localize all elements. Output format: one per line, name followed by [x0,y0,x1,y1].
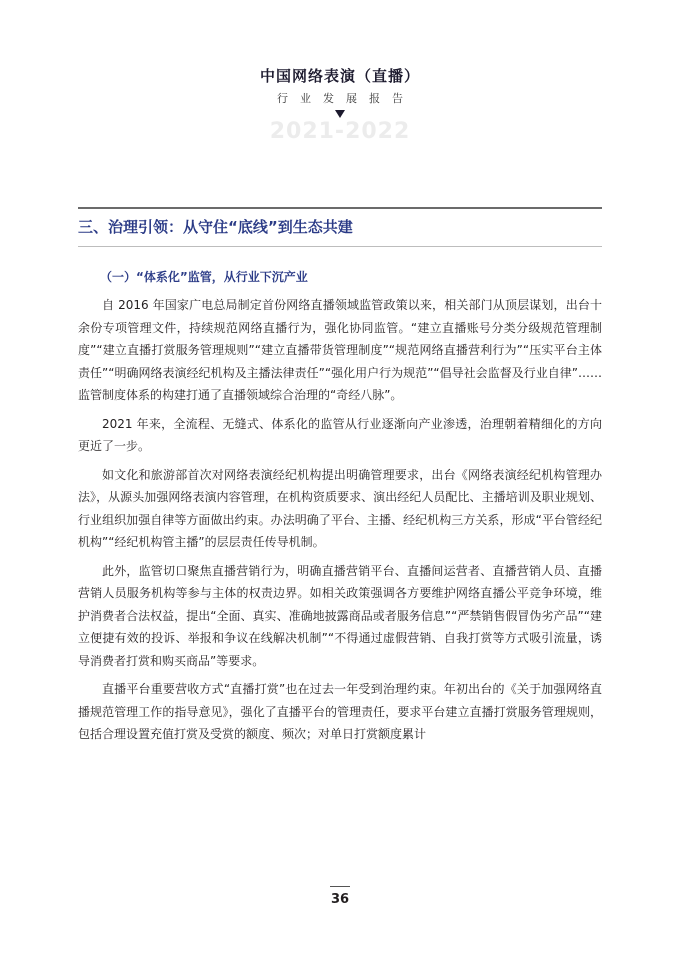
paragraph: 如文化和旅游部首次对网络表演经纪机构提出明确管理要求，出台《网络表演经纪机构管理办法》，从源头加强网络表演内容管理，在机构资质要求、演出经纪人员配比、主播培训及职业规划、行业组织加强自律等方面做出约束。办法明确了平台、主播、经纪机构三方关系，形成“平台管经纪机构”“经纪机构管主播”的层层责任传导机制。 [78,467,602,549]
section-divider-bottom [78,246,602,247]
report-header [0,66,680,144]
body-text [78,294,602,752]
section-heading: 三、治理引领：从守住“底线”到生态共建 [78,218,353,236]
paragraph: 自 2016 年国家广电总局制定首份网络直播领域监管政策以来，相关部门从顶层谋划，出台十余份专项管理文件，持续规范网络直播行为，强化协同监管。“建立直播账号分类分级规范管理制度”“建立直播打赏服务管理规则”“建立直播带货管理制度”“规范网络直播营利行为”“压实平台主体责任”“明确网络表演经纪机构及主播法律责任”“强化用户行为规范”“倡导社会监督及行业自律”……监管制度体系的构建打通了直播领域综合治理的“奇经八脉”。 [78,298,602,402]
paragraph: 直播平台重要营收方式“直播打赏”也在过去一年受到治理约束。年初出台的《关于加强网络直播规范管理工作的指导意见》，强化了直播平台的管理责任，要求平台建立直播打赏服务管理规则，包括合理设置充值打赏及受赏的额度、频次；对单日打赏额度累计 [78,682,602,741]
paragraph: 此外，监管切口聚焦直播营销行为，明确直播营销平台、直播间运营者、直播营销人员、直播营销人员服务机构等参与主体的权责边界。如相关政策强调各方要维护网络直播公平竞争环境，维护消费者合法权益，提出“全面、真实、准确地披露商品或者服务信息”“严禁销售假冒伪劣产品”“建立便捷有效的投诉、举报和争议在线解决机制”“不得通过虚假营销、自我打赏等方式吸引流量，诱导消费者打赏和购买商品”等要求。 [78,563,602,668]
footer-divider [330,886,350,887]
report-title: 中国网络表演（直播） [259,67,420,85]
sub-heading: （一）“体系化”监管，从行业下沉产业 [100,270,308,284]
down-triangle-icon [335,110,345,118]
paragraph: 2021 年来，全流程、无缝式、体系化的监管从行业逐渐向产业渗透，治理朝着精细化的方向更近了一步。 [78,416,602,453]
report-subtitle: 行业发展报告 [277,92,415,105]
page-number: 36 [330,892,350,907]
section-divider-top [78,207,602,209]
report-years: 2021-2022 [269,119,411,144]
